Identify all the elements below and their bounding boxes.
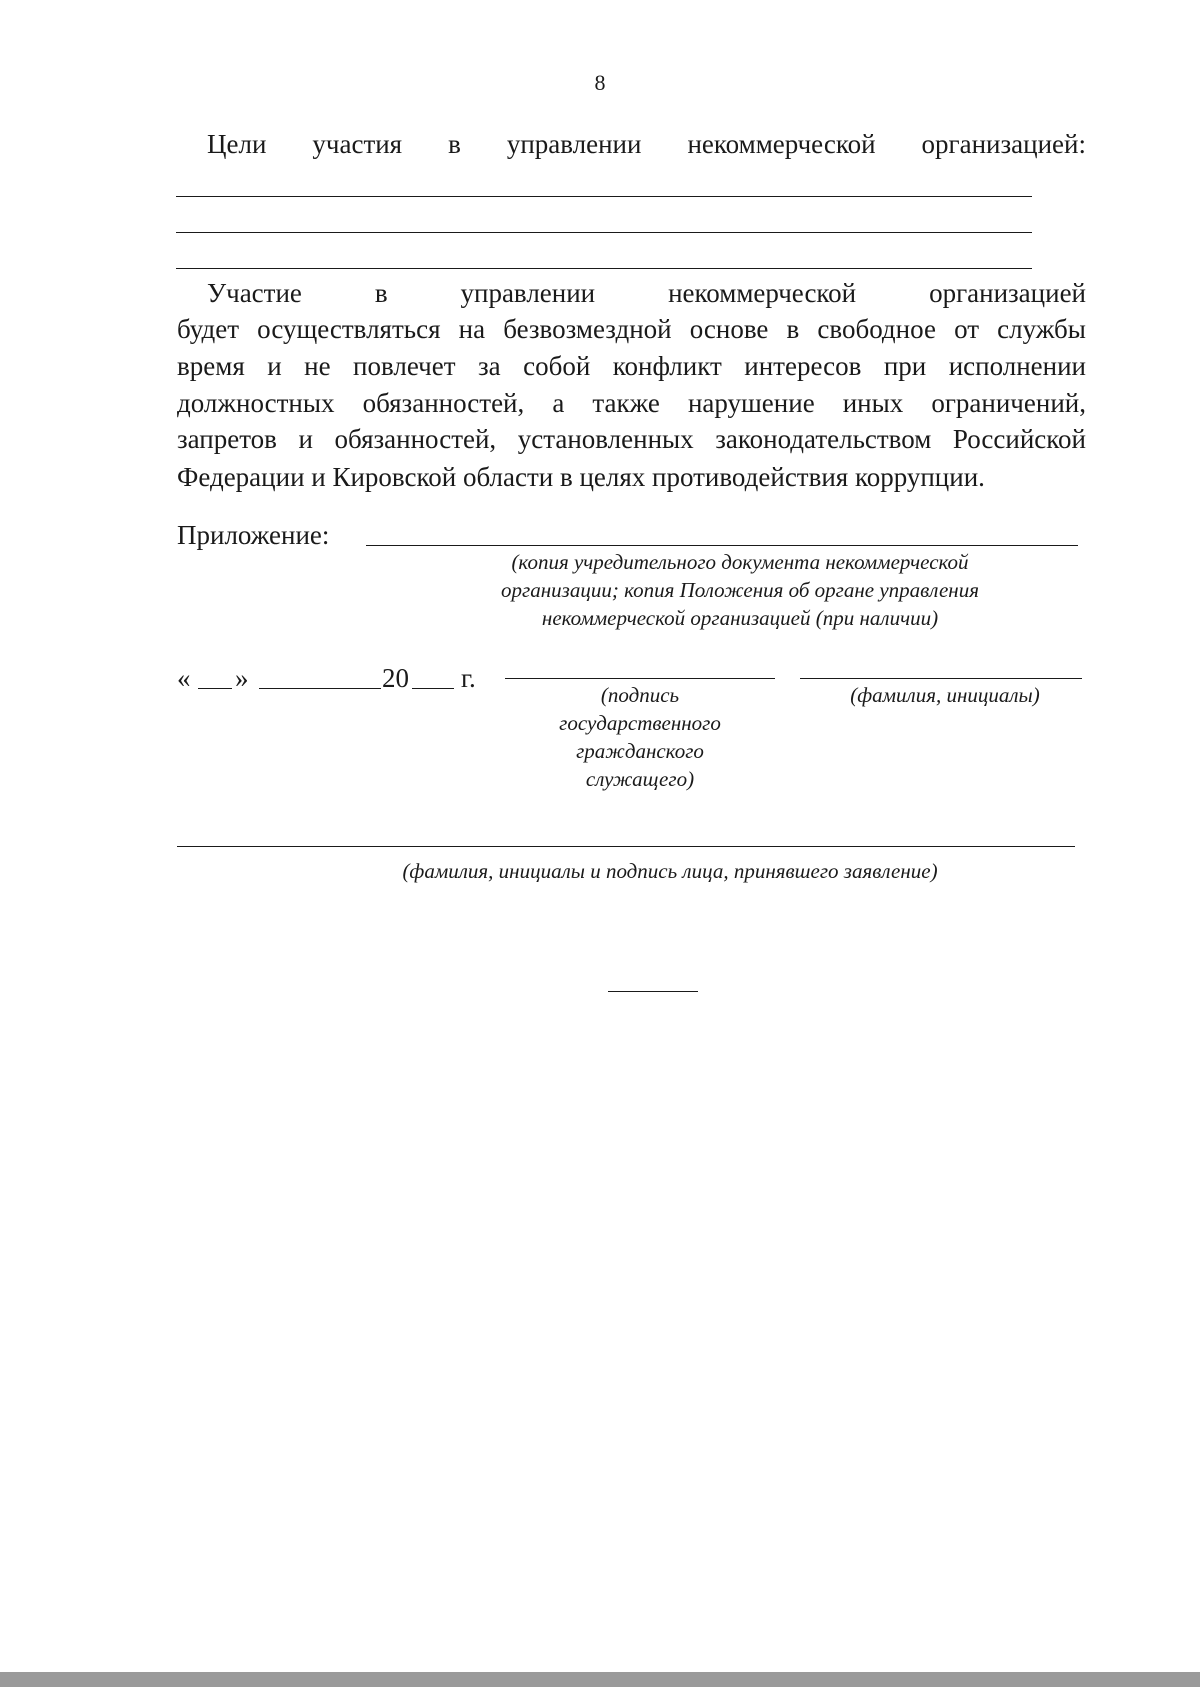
appendix-note-line: (копия учредительного документа некоммерческой xyxy=(511,550,969,574)
participation-word: основе xyxy=(689,314,769,344)
participation-word: осуществляться xyxy=(257,314,441,344)
participation-line xyxy=(207,277,1086,309)
participation-word: Участие xyxy=(207,278,302,308)
signature-blank-line[interactable] xyxy=(505,678,775,679)
participation-word: и xyxy=(267,351,282,381)
participation-word: также xyxy=(592,388,660,418)
goals-word: управлении xyxy=(506,129,642,159)
date-close-quote: » xyxy=(235,663,249,693)
participation-word: безвозмездной xyxy=(503,314,672,344)
participation-line xyxy=(177,350,1086,382)
date-year-prefix: 20 xyxy=(382,663,409,693)
participation-word: обязанностей, xyxy=(362,388,525,418)
participation-word: от xyxy=(954,314,980,344)
participation-word: управлении xyxy=(460,278,596,308)
goals-blank-line[interactable] xyxy=(176,196,1032,197)
end-separator xyxy=(608,991,698,992)
participation-word: Российской xyxy=(952,424,1086,454)
page-number: 8 xyxy=(594,70,606,95)
name-blank-line[interactable] xyxy=(800,678,1082,679)
date-year-blank[interactable] xyxy=(412,688,454,689)
participation-word: в xyxy=(786,314,800,344)
date-year-suffix: г. xyxy=(461,663,476,693)
participation-word: и xyxy=(298,424,313,454)
date-month-blank[interactable] xyxy=(259,688,381,689)
participation-word: интересов xyxy=(744,351,862,381)
participation-word: при xyxy=(883,351,927,381)
goals-heading xyxy=(207,128,1086,160)
participation-word: конфликт xyxy=(612,351,722,381)
participation-line xyxy=(177,387,1086,419)
appendix-note-line: некоммерческой организацией (при наличии) xyxy=(541,606,939,630)
participation-word: свободное xyxy=(817,314,936,344)
participation-word: за xyxy=(478,351,501,381)
appendix-label: Приложение: xyxy=(177,520,330,550)
receiver-note: (фамилия, инициалы и подпись лица, принявшего заявление) xyxy=(402,859,938,883)
participation-word: ограничений, xyxy=(931,388,1086,418)
participation-word: а xyxy=(552,388,565,418)
participation-word: иных xyxy=(842,388,904,418)
signature-note-line: служащего) xyxy=(585,767,695,791)
signature-note-line: государственного xyxy=(559,711,721,735)
participation-word: исполнении xyxy=(948,351,1086,381)
participation-word: на xyxy=(458,314,486,344)
participation-word: некоммерческой xyxy=(668,278,857,308)
participation-last-line: Федерации и Кировской области в целях противодействия коррупции. xyxy=(177,462,985,492)
goals-word: некоммерческой xyxy=(687,129,876,159)
participation-word: организацией xyxy=(929,278,1086,308)
signature-note-line: (подпись xyxy=(600,683,680,707)
date-open-quote: « xyxy=(177,663,191,693)
scan-bottom-edge xyxy=(0,1672,1200,1687)
goals-word: организацией: xyxy=(921,129,1086,159)
participation-word: запретов xyxy=(177,424,277,454)
participation-word: не xyxy=(304,351,331,381)
appendix-note-line: организации; копия Положения об органе управления xyxy=(501,578,979,602)
name-note: (фамилия, инициалы) xyxy=(850,683,1040,707)
participation-word: время xyxy=(177,351,245,381)
participation-word: установленных xyxy=(517,424,694,454)
participation-word: повлечет xyxy=(353,351,456,381)
participation-word: будет xyxy=(177,314,240,344)
participation-word: в xyxy=(374,278,388,308)
receiver-blank-line[interactable] xyxy=(177,846,1075,847)
appendix-note xyxy=(430,548,1050,632)
participation-line xyxy=(177,423,1086,455)
goals-word: участия xyxy=(312,129,403,159)
participation-word: обязанностей, xyxy=(334,424,497,454)
signature-note xyxy=(520,681,760,793)
goals-blank-line[interactable] xyxy=(176,232,1032,233)
goals-blank-line[interactable] xyxy=(176,268,1032,269)
date-day-blank[interactable] xyxy=(198,688,232,689)
participation-word: собой xyxy=(523,351,591,381)
participation-word: законодательством xyxy=(715,424,932,454)
participation-word: службы xyxy=(997,314,1086,344)
participation-word: должностных xyxy=(177,388,335,418)
goals-word: в xyxy=(448,129,461,159)
signature-note-line: гражданского xyxy=(576,739,704,763)
goals-word: Цели xyxy=(207,129,267,159)
participation-line xyxy=(177,313,1086,345)
participation-word: нарушение xyxy=(687,388,815,418)
appendix-blank-line[interactable] xyxy=(366,545,1078,546)
